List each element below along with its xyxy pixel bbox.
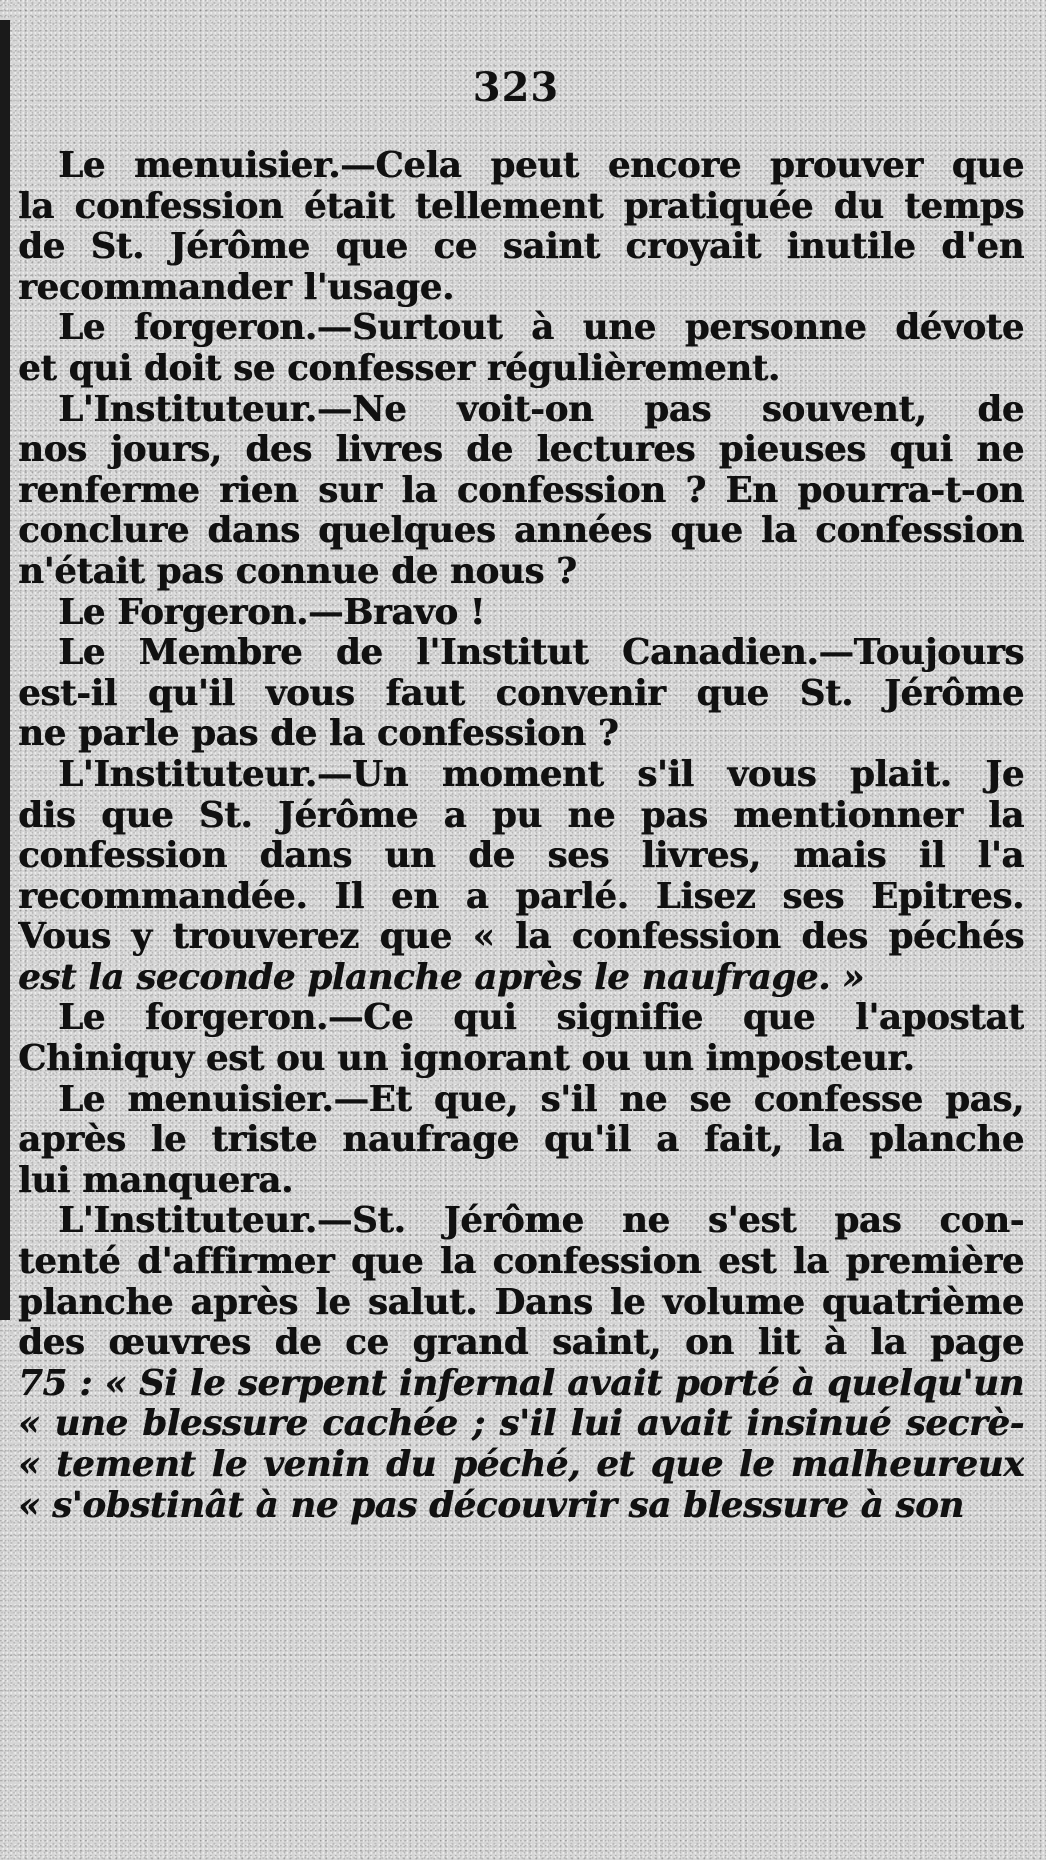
- text-line: Le Membre de l'Institut Canadien.—Toujours: [58, 633, 1024, 674]
- text-line: L'Instituteur.—St. Jérôme ne s'est pas con-: [58, 1201, 1024, 1242]
- text-line: nos jours, des livres de lectures pieuses qui ne: [18, 430, 1024, 471]
- text-line: dis que St. Jérôme a pu ne pas mentionner la: [18, 795, 1024, 836]
- text-line: ne parle pas de la confession ?: [18, 714, 619, 755]
- text-line: L'Instituteur.—Un moment s'il vous plait. Je: [58, 754, 1024, 795]
- page-number: 323: [472, 64, 560, 111]
- page-left-edge: [0, 20, 10, 1320]
- text-line: L'Instituteur.—Ne voit-on pas souvent, de: [58, 389, 1024, 430]
- text-line: tenté d'affirmer que la confession est la première: [18, 1242, 1024, 1283]
- text-line: n'était pas connue de nous ?: [18, 551, 577, 592]
- text-line: des œuvres de ce grand saint, on lit à la page: [18, 1323, 1024, 1364]
- text-line: Chiniquy est ou un ignorant ou un imposteur.: [18, 1039, 915, 1080]
- text-line: Le menuisier.—Cela peut encore prouver que: [58, 146, 1024, 186]
- bleed-through-text: [18, 1530, 1024, 1570]
- text-line: Vous y trouverez que « la confession des péchés: [18, 917, 1024, 958]
- text-line: Le Forgeron.—Bravo !: [58, 592, 485, 633]
- text-line: planche après le salut. Dans le volume quatrième: [18, 1282, 1024, 1323]
- text-line: « tement le venin du péché, et que le malheureux: [18, 1445, 1024, 1485]
- text-line: de St. Jérôme que ce saint croyait inutile d'en: [18, 227, 1024, 268]
- text-line: après le triste naufrage qu'il a fait, la planche: [18, 1120, 1024, 1161]
- document-page: [18, 58, 1024, 1570]
- text-line: confession dans un de ses livres, mais il l'a: [18, 836, 1024, 877]
- text-body: [18, 146, 1024, 1526]
- text-line: et qui doit se confesser régulièrement.: [18, 348, 780, 389]
- text-line: lui manquera.: [18, 1160, 293, 1201]
- text-line: Le forgeron.—Surtout à une personne dévote: [58, 308, 1024, 349]
- text-line: « s'obstinât à ne pas découvrir sa blessure à son: [18, 1485, 964, 1526]
- text-line: Le forgeron.—Ce qui signifie que l'apostat: [58, 998, 1024, 1039]
- text-line: conclure dans quelques années que la confession: [18, 511, 1024, 552]
- text-line: recommander l'usage.: [18, 267, 454, 308]
- text-line: recommandée. Il en a parlé. Lisez ses Epitres.: [18, 876, 1024, 917]
- text-line: est la seconde planche après le naufrage. »: [18, 957, 865, 998]
- text-line: Le menuisier.—Et que, s'il ne se confesse pas,: [58, 1079, 1024, 1120]
- text-line: la confession était tellement pratiquée du temps: [18, 186, 1024, 227]
- text-line: « une blessure cachée ; s'il lui avait insinué secrè-: [18, 1404, 1024, 1445]
- text-line: renferme rien sur la confession ? En pourra-t-on: [18, 470, 1024, 511]
- text-line: 75 : « Si le serpent infernal avait porté à quelqu'un: [18, 1363, 1024, 1404]
- text-line: est-il qu'il vous faut convenir que St. Jérôme: [18, 673, 1024, 714]
